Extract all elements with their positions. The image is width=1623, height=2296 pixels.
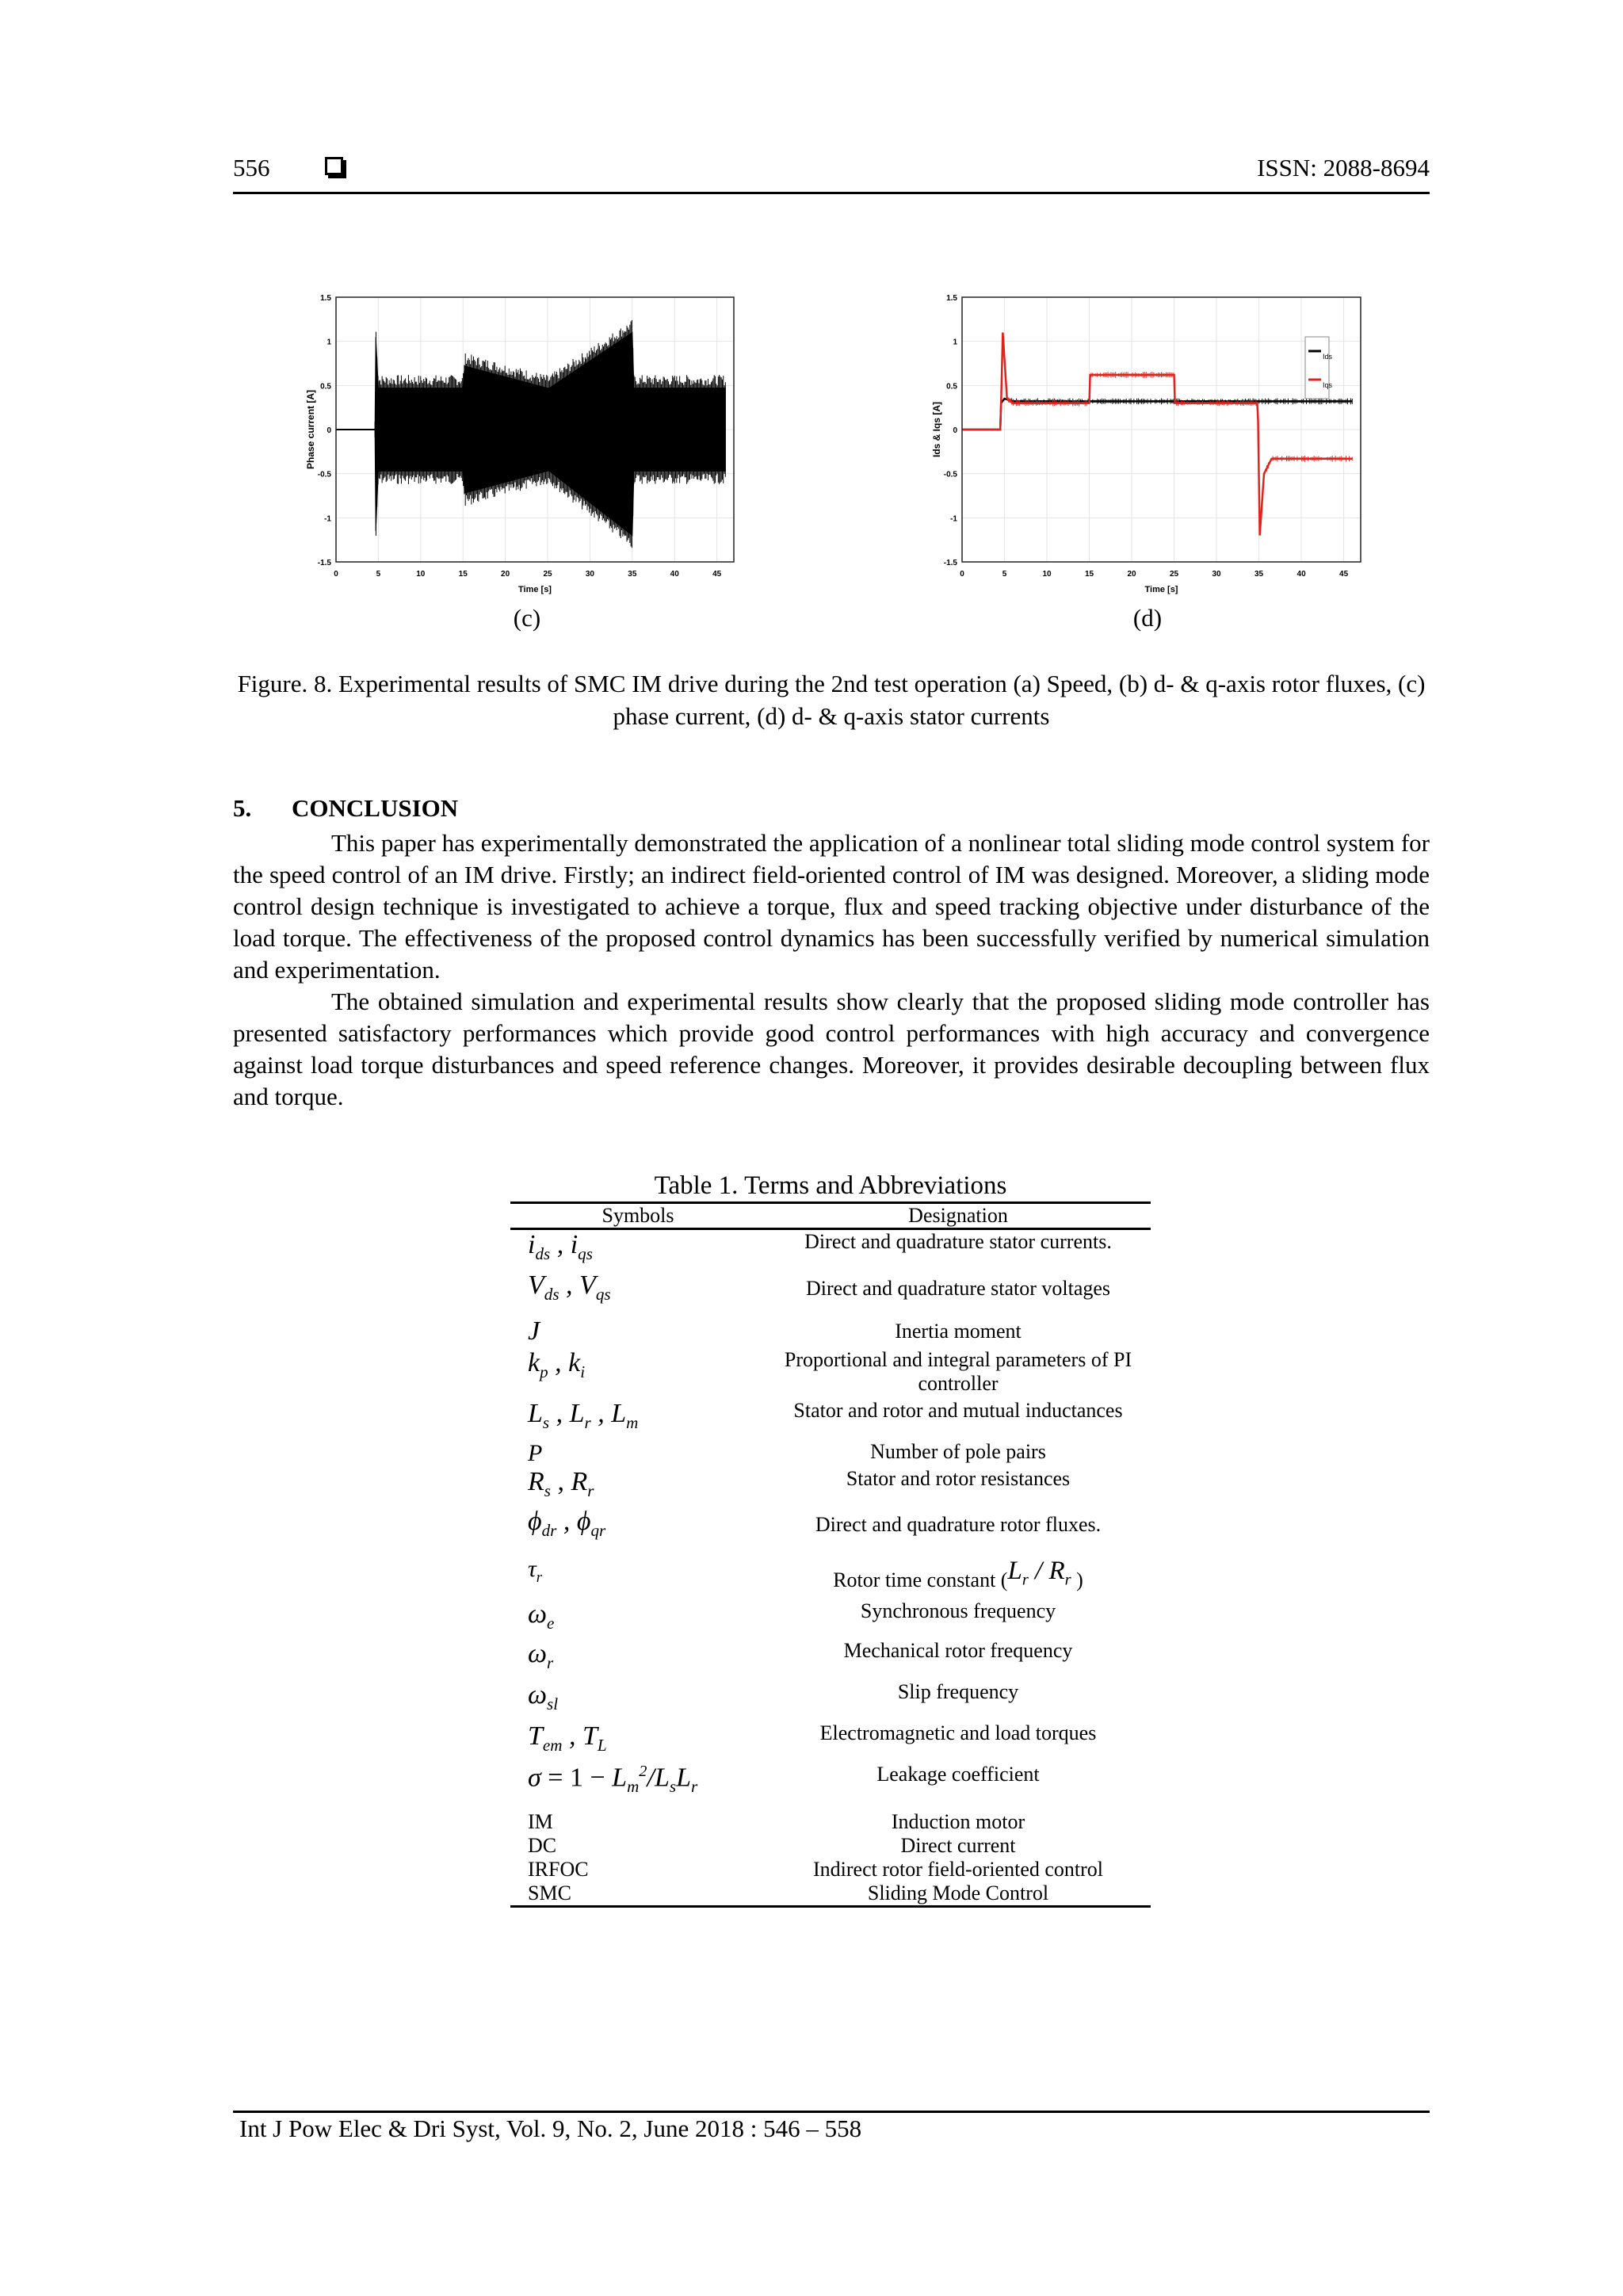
y-axis-label: Phase current [A] (305, 389, 316, 470)
designation: Direct and quadrature rotor fluxes. (815, 1512, 1102, 1536)
symbol: $V_{ds}$ , $V_{qs}$ (528, 1270, 611, 1304)
plot-area (336, 320, 725, 548)
abbreviation: IRFOC (528, 1858, 589, 1881)
plot-area (962, 333, 1352, 536)
table-title: Table 1. Terms and Abbreviations (654, 1171, 1007, 1200)
y-tick-label: 1 (327, 338, 331, 347)
designation: Direct current (900, 1834, 1016, 1858)
designation: Slip frequency (897, 1680, 1019, 1704)
designation: Electromagnetic and load torques (819, 1721, 1097, 1745)
symbol: $k_p$ , $k_i$ (528, 1347, 586, 1381)
designation: Sliding Mode Control (766, 1881, 1151, 1907)
designation: Rotor time constant ($L_r / R_r$ ) (833, 1556, 1083, 1591)
legend-box (1305, 337, 1329, 399)
chart-stator-currents (931, 294, 1361, 594)
paragraph: The obtained simulation and experimental results show clearly that the proposed sliding mode controller has presented satisfactory performances which provide good control performances with high accuracy and convergence against load torque disturbances and speed reference changes. Moreover, it provides desirable decoupling between flux and torque. (233, 988, 1430, 1110)
x-axis-label: Time [s] (1144, 585, 1178, 594)
x-tick-label: 35 (628, 570, 637, 579)
series-ripple (1009, 372, 1352, 526)
x-tick-label: 45 (1339, 570, 1349, 579)
symbol: $\phi_{dr}$ , $\phi_{qr}$ (528, 1506, 606, 1540)
abbreviation: DC (528, 1834, 557, 1858)
x-axis-label: Time [s] (518, 585, 552, 594)
footer-citation: Int J Pow Elec & Dri Syst, Vol. 9, No. 2, June 2018 : 546 – 558 (239, 2115, 862, 2142)
designation: Number of pole pairs (870, 1439, 1046, 1463)
x-tick-label: 20 (1127, 570, 1136, 579)
col-symbols: Symbols (510, 1203, 766, 1229)
designation: Mechanical rotor frequency (843, 1639, 1073, 1663)
x-tick-label: 20 (501, 570, 510, 579)
legend-label: Iqs (1323, 381, 1333, 389)
terms-table (510, 1201, 1151, 1908)
designation: Proportional and integral parameters of PI controller (784, 1347, 1132, 1395)
designation: Leakage coefficient (876, 1763, 1040, 1786)
paragraph: This paper has experimentally demonstrated the application of a nonlinear total sliding mode control system for the speed control of an IM drive. Firstly; an indirect field-oriented control of IM was designed. Moreover, a sliding mode control design technique is investigated to achieve a torque, flux and speed tracking objective under disturbance of the load torque. The effectiveness of the proposed control dynamics has been successfully verified by numerical simulation and experimentation. (233, 829, 1430, 984)
y-tick-label: -1 (950, 514, 957, 524)
x-tick-label: 30 (1212, 570, 1221, 579)
symbol: $i_{ds}$ , $i_{qs}$ (528, 1230, 593, 1263)
x-tick-label: 10 (1042, 570, 1052, 579)
chart-phase-current (305, 294, 734, 594)
y-tick-label: 1.5 (946, 294, 957, 303)
section-number: 5. (233, 794, 252, 822)
symbol: $T_{em}$ , $T_L$ (528, 1721, 607, 1755)
designation: Stator and rotor and mutual inductances (793, 1398, 1123, 1422)
page-number: 556 (233, 154, 270, 181)
y-tick-label: 0 (327, 426, 331, 435)
conclusion-body (233, 827, 1430, 1113)
y-tick-label: -1.5 (317, 559, 331, 567)
issn: ISSN: 2088-8694 (1257, 154, 1430, 181)
figure-8-charts (0, 0, 1623, 634)
section-title: CONCLUSION (292, 794, 459, 822)
x-tick-label: 5 (1002, 570, 1007, 579)
symbol: J (528, 1316, 540, 1346)
designation: Stator and rotor resistances (846, 1466, 1071, 1490)
designation-text: Rotor time constant ( (833, 1568, 1008, 1591)
figure-caption: Figure. 8. Experimental results of SMC IM drive during the 2nd test operation (a) Speed, (b) d- & q-axis rotor fluxes, (c) phase current, (d) d- & q-axis stator currents (237, 670, 1426, 730)
footer-rule (233, 2111, 1430, 2113)
symbol: $L_s$ , $L_r$ , $L_m$ (528, 1398, 639, 1432)
abbreviation: IM (528, 1810, 553, 1834)
x-tick-label: 15 (458, 570, 468, 579)
series-line (962, 333, 1352, 536)
y-tick-label: 1 (953, 338, 957, 347)
section-heading (233, 794, 458, 823)
x-tick-label: 30 (585, 570, 594, 579)
y-tick-label: 0.5 (946, 382, 957, 392)
x-tick-label: 40 (1296, 570, 1306, 579)
designation: Direct and quadrature stator voltages (805, 1276, 1111, 1300)
symbol: $\omega_{sl}$ (528, 1680, 559, 1713)
x-tick-label: 5 (376, 570, 381, 579)
designation: Direct and quadrature stator currents. (804, 1230, 1112, 1253)
y-tick-label: 1.5 (320, 294, 331, 303)
col-designation: Designation (766, 1203, 1151, 1229)
panel-d-label: (d) (1132, 604, 1163, 632)
symbol: $\omega_e$ (528, 1599, 555, 1633)
y-tick-label: 0 (953, 426, 957, 435)
legend-label: Ids (1323, 353, 1333, 361)
designation: Indirect rotor field-oriented control (812, 1858, 1104, 1881)
designation: Inertia moment (895, 1319, 1022, 1343)
x-tick-label: 35 (1254, 570, 1264, 579)
designation: Synchronous frequency (860, 1599, 1056, 1623)
y-axis-label: Ids & Iqs [A] (931, 401, 942, 458)
x-tick-label: 45 (712, 570, 722, 579)
panel-c-label: (c) (513, 604, 541, 632)
symbol: $\tau_r$ (528, 1555, 542, 1586)
abbreviation: SMC (510, 1881, 766, 1907)
x-tick-label: 10 (416, 570, 426, 579)
y-tick-label: -0.5 (317, 470, 331, 479)
y-tick-label: -0.5 (943, 470, 957, 479)
symbol: $R_s$ , $R_r$ (528, 1466, 594, 1500)
x-tick-label: 0 (334, 570, 338, 579)
x-tick-label: 0 (960, 570, 964, 579)
x-tick-label: 15 (1084, 570, 1094, 579)
symbol: P (528, 1439, 543, 1466)
y-tick-label: 0.5 (320, 382, 331, 392)
x-tick-label: 25 (1169, 570, 1179, 579)
y-tick-label: -1.5 (943, 559, 957, 567)
x-tick-label: 25 (543, 570, 552, 579)
symbol: $\sigma = 1 - L_m^2/L_sL_r$ (528, 1763, 698, 1797)
x-tick-label: 40 (670, 570, 679, 579)
y-tick-label: -1 (324, 514, 331, 524)
symbol: $\omega_r$ (528, 1639, 554, 1672)
designation: Induction motor (891, 1810, 1025, 1834)
